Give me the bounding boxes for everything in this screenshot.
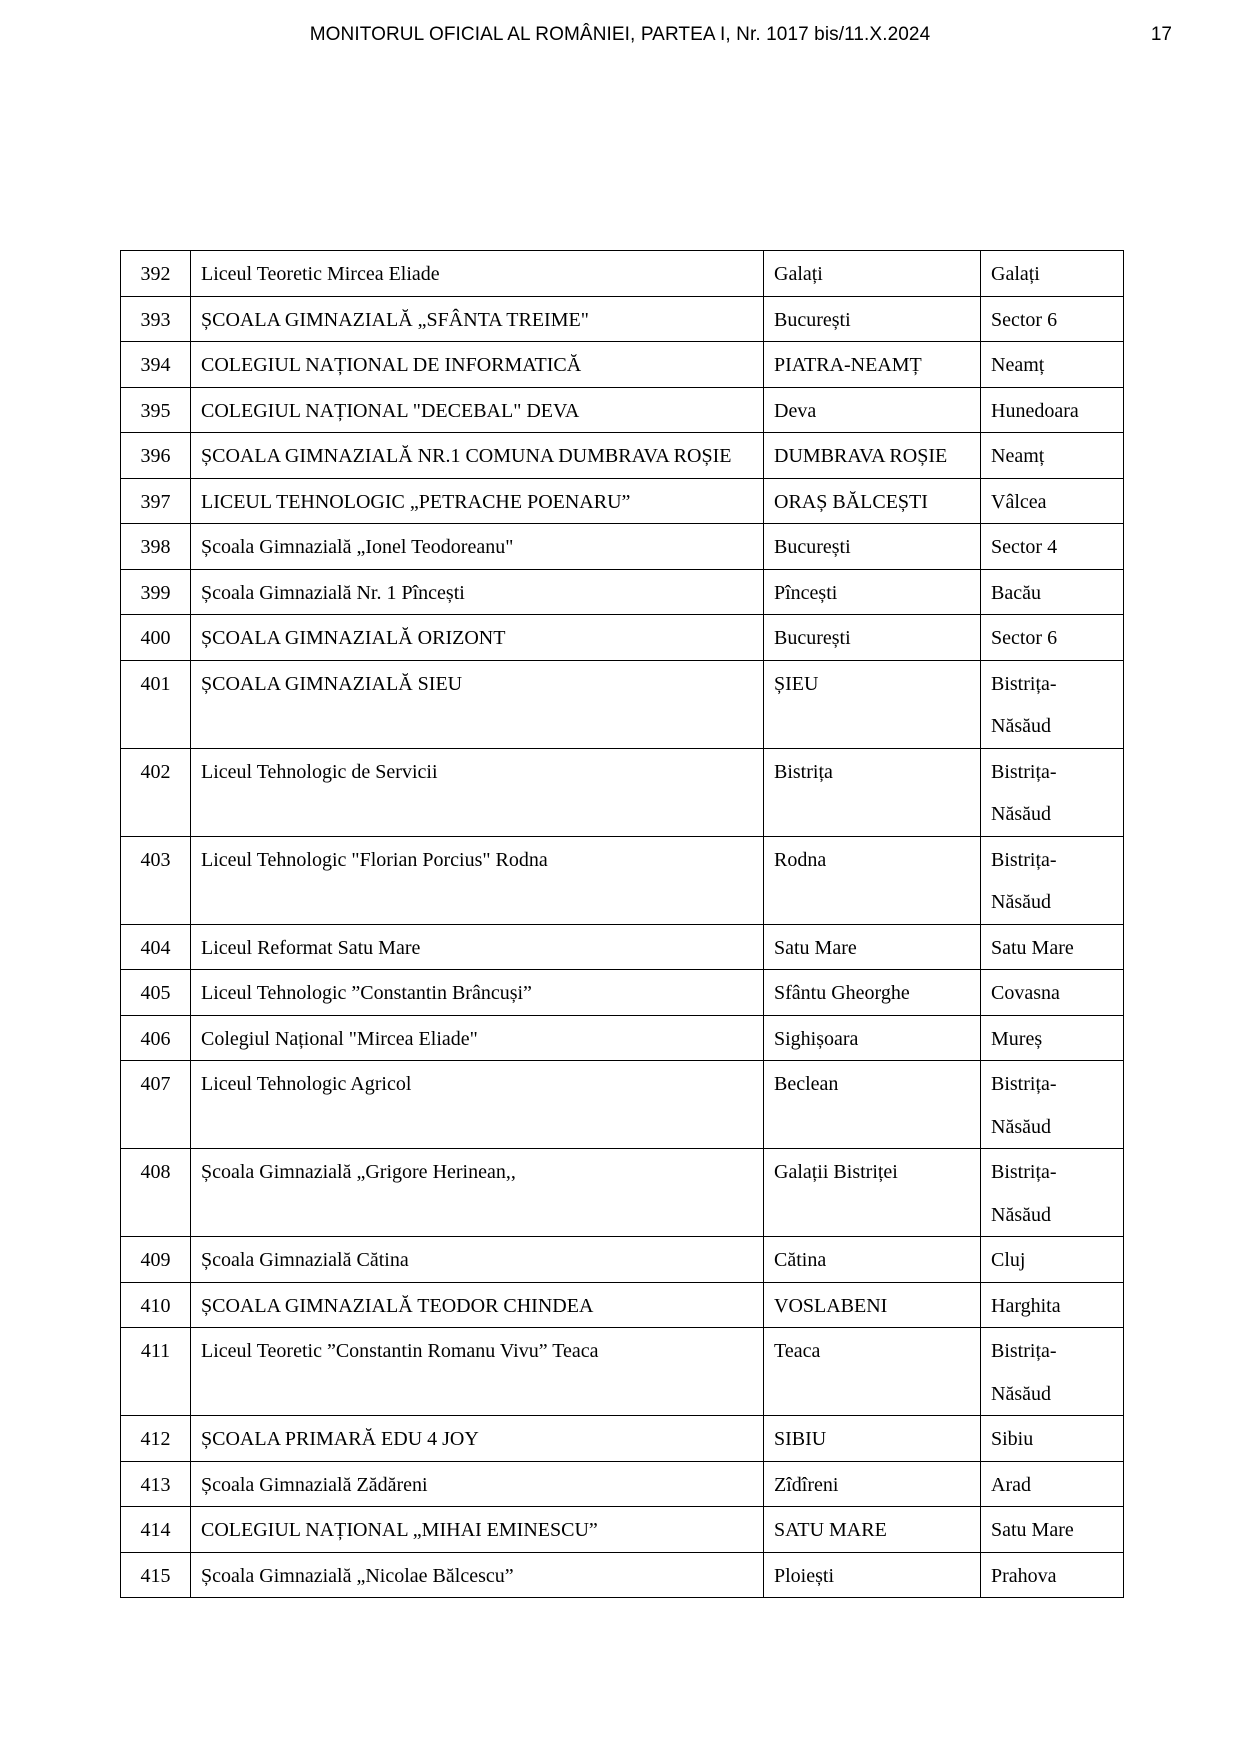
row-number-cell: 411 xyxy=(121,1328,191,1416)
locality-cell: Beclean xyxy=(764,1061,981,1149)
county-cell: Bistrița-Năsăud xyxy=(981,1149,1124,1237)
row-number-cell: 396 xyxy=(121,433,191,479)
school-name-cell: Școala Gimnazială „Nicolae Bălcescu” xyxy=(191,1552,764,1598)
row-number-cell: 400 xyxy=(121,615,191,661)
row-number-cell: 415 xyxy=(121,1552,191,1598)
county-cell: Arad xyxy=(981,1461,1124,1507)
table-row xyxy=(121,387,1124,433)
school-name-cell: ȘCOALA GIMNAZIALĂ TEODOR CHINDEA xyxy=(191,1282,764,1328)
locality-cell: Sfântu Gheorghe xyxy=(764,970,981,1016)
table-row xyxy=(121,615,1124,661)
row-number-cell: 404 xyxy=(121,924,191,970)
county-cell: Cluj xyxy=(981,1237,1124,1283)
locality-cell: București xyxy=(764,615,981,661)
county-cell: Bacău xyxy=(981,569,1124,615)
table-row xyxy=(121,924,1124,970)
table-row xyxy=(121,1552,1124,1598)
county-cell: Covasna xyxy=(981,970,1124,1016)
school-name-cell: Liceul Teoretic ”Constantin Romanu Vivu” Teaca xyxy=(191,1328,764,1416)
locality-cell: DUMBRAVA ROȘIE xyxy=(764,433,981,479)
row-number-cell: 399 xyxy=(121,569,191,615)
schools-table xyxy=(120,250,1124,1598)
county-cell: Bistrița-Năsăud xyxy=(981,1328,1124,1416)
table-row xyxy=(121,836,1124,924)
county-cell: Satu Mare xyxy=(981,924,1124,970)
table-row xyxy=(121,1461,1124,1507)
table-row xyxy=(121,1507,1124,1553)
locality-cell: SIBIU xyxy=(764,1416,981,1462)
county-cell: Harghita xyxy=(981,1282,1124,1328)
school-name-cell: COLEGIUL NAȚIONAL „MIHAI EMINESCU” xyxy=(191,1507,764,1553)
school-name-cell: ȘCOALA GIMNAZIALĂ NR.1 COMUNA DUMBRAVA ROȘIE xyxy=(191,433,764,479)
table-row xyxy=(121,748,1124,836)
county-cell: Prahova xyxy=(981,1552,1124,1598)
table-row xyxy=(121,1282,1124,1328)
school-name-cell: Liceul Tehnologic de Servicii xyxy=(191,748,764,836)
row-number-cell: 407 xyxy=(121,1061,191,1149)
locality-cell: ORAȘ BĂLCEȘTI xyxy=(764,478,981,524)
table-row xyxy=(121,251,1124,297)
table-row xyxy=(121,1015,1124,1061)
locality-cell: VOSLABENI xyxy=(764,1282,981,1328)
row-number-cell: 406 xyxy=(121,1015,191,1061)
locality-cell: Satu Mare xyxy=(764,924,981,970)
locality-cell: PIATRA-NEAMȚ xyxy=(764,342,981,388)
locality-cell: Zîdîreni xyxy=(764,1461,981,1507)
county-cell: Sibiu xyxy=(981,1416,1124,1462)
school-name-cell: Colegiul Național "Mircea Eliade" xyxy=(191,1015,764,1061)
county-cell: Bistrița-Năsăud xyxy=(981,836,1124,924)
county-cell: Vâlcea xyxy=(981,478,1124,524)
school-name-cell: ȘCOALA GIMNAZIALĂ „SFÂNTA TREIME" xyxy=(191,296,764,342)
locality-cell: București xyxy=(764,524,981,570)
row-number-cell: 398 xyxy=(121,524,191,570)
county-cell: Neamț xyxy=(981,433,1124,479)
county-cell: Neamț xyxy=(981,342,1124,388)
locality-cell: Rodna xyxy=(764,836,981,924)
table-row xyxy=(121,970,1124,1016)
school-name-cell: Școala Gimnazială „Grigore Herinean,, xyxy=(191,1149,764,1237)
row-number-cell: 395 xyxy=(121,387,191,433)
county-cell: Galați xyxy=(981,251,1124,297)
table-row xyxy=(121,296,1124,342)
county-cell: Hunedoara xyxy=(981,387,1124,433)
school-name-cell: Liceul Tehnologic Agricol xyxy=(191,1061,764,1149)
row-number-cell: 409 xyxy=(121,1237,191,1283)
locality-cell: Galați xyxy=(764,251,981,297)
county-cell: Sector 6 xyxy=(981,615,1124,661)
school-name-cell: Școala Gimnazială „Ionel Teodoreanu" xyxy=(191,524,764,570)
locality-cell: Pîncești xyxy=(764,569,981,615)
school-name-cell: Școala Gimnazială Nr. 1 Pîncești xyxy=(191,569,764,615)
row-number-cell: 413 xyxy=(121,1461,191,1507)
row-number-cell: 414 xyxy=(121,1507,191,1553)
schools-table-body xyxy=(121,251,1124,1598)
locality-cell: Cătina xyxy=(764,1237,981,1283)
locality-cell: Galații Bistriței xyxy=(764,1149,981,1237)
school-name-cell: LICEUL TEHNOLOGIC „PETRACHE POENARU” xyxy=(191,478,764,524)
county-cell: Mureș xyxy=(981,1015,1124,1061)
row-number-cell: 412 xyxy=(121,1416,191,1462)
county-cell: Bistrița-Năsăud xyxy=(981,748,1124,836)
school-name-cell: Liceul Reformat Satu Mare xyxy=(191,924,764,970)
school-name-cell: Liceul Teoretic Mircea Eliade xyxy=(191,251,764,297)
locality-cell: București xyxy=(764,296,981,342)
row-number-cell: 393 xyxy=(121,296,191,342)
school-name-cell: Școala Gimnazială Cătina xyxy=(191,1237,764,1283)
gazette-header-title: MONITORUL OFICIAL AL ROMÂNIEI, PARTEA I, Nr. 1017 bis/11.X.2024 xyxy=(309,24,931,45)
locality-cell: Teaca xyxy=(764,1328,981,1416)
row-number-cell: 402 xyxy=(121,748,191,836)
school-name-cell: COLEGIUL NAȚIONAL "DECEBAL" DEVA xyxy=(191,387,764,433)
row-number-cell: 392 xyxy=(121,251,191,297)
locality-cell: SATU MARE xyxy=(764,1507,981,1553)
page-number: 17 xyxy=(1150,24,1172,45)
locality-cell: Ploiești xyxy=(764,1552,981,1598)
table-row xyxy=(121,1237,1124,1283)
school-name-cell: ȘCOALA PRIMARĂ EDU 4 JOY xyxy=(191,1416,764,1462)
row-number-cell: 405 xyxy=(121,970,191,1016)
row-number-cell: 403 xyxy=(121,836,191,924)
table-row xyxy=(121,478,1124,524)
county-cell: Satu Mare xyxy=(981,1507,1124,1553)
table-row xyxy=(121,524,1124,570)
county-cell: Sector 4 xyxy=(981,524,1124,570)
row-number-cell: 408 xyxy=(121,1149,191,1237)
county-cell: Bistrița-Năsăud xyxy=(981,1061,1124,1149)
locality-cell: Sighișoara xyxy=(764,1015,981,1061)
school-name-cell: ȘCOALA GIMNAZIALĂ ORIZONT xyxy=(191,615,764,661)
table-row xyxy=(121,569,1124,615)
locality-cell: ȘIEU xyxy=(764,660,981,748)
school-name-cell: Școala Gimnazială Zădăreni xyxy=(191,1461,764,1507)
table-row xyxy=(121,1061,1124,1149)
school-name-cell: Liceul Tehnologic "Florian Porcius" Rodna xyxy=(191,836,764,924)
table-row xyxy=(121,1149,1124,1237)
county-cell: Bistrița-Năsăud xyxy=(981,660,1124,748)
school-name-cell: ȘCOALA GIMNAZIALĂ SIEU xyxy=(191,660,764,748)
table-row xyxy=(121,1328,1124,1416)
locality-cell: Bistrița xyxy=(764,748,981,836)
table-row xyxy=(121,660,1124,748)
row-number-cell: 397 xyxy=(121,478,191,524)
row-number-cell: 401 xyxy=(121,660,191,748)
locality-cell: Deva xyxy=(764,387,981,433)
county-cell: Sector 6 xyxy=(981,296,1124,342)
table-row xyxy=(121,342,1124,388)
row-number-cell: 410 xyxy=(121,1282,191,1328)
row-number-cell: 394 xyxy=(121,342,191,388)
school-name-cell: Liceul Tehnologic ”Constantin Brâncuși” xyxy=(191,970,764,1016)
table-row xyxy=(121,1416,1124,1462)
school-name-cell: COLEGIUL NAȚIONAL DE INFORMATICĂ xyxy=(191,342,764,388)
table-row xyxy=(121,433,1124,479)
